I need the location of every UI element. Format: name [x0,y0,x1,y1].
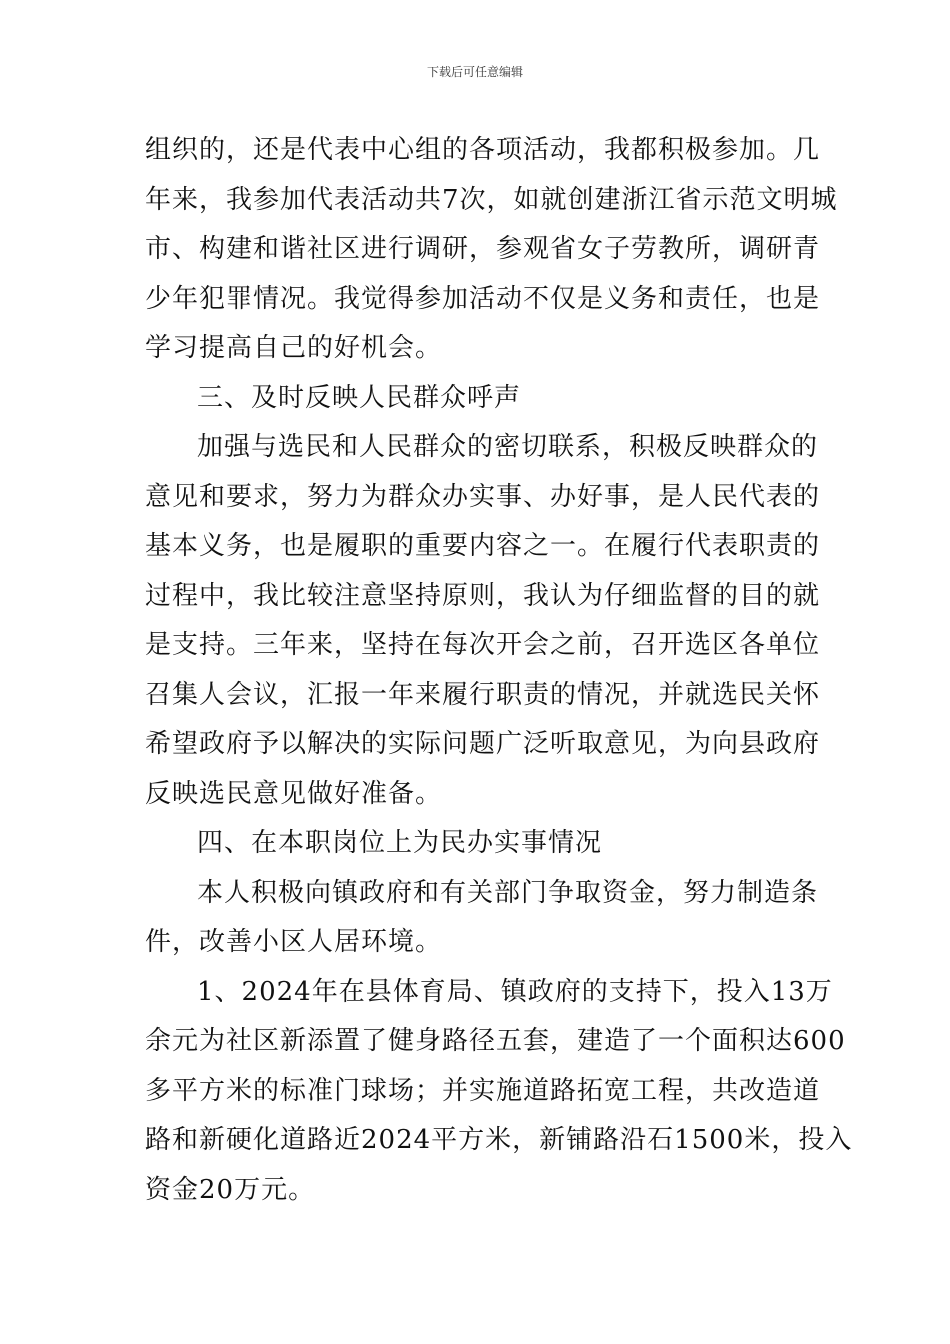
text-line: 多平方米的标准门球场；并实施道路拓宽工程，共改造道 [145,1075,821,1106]
text-line: 资金20万元。 [145,1174,316,1205]
text-line: 件，改善小区人居环境。 [145,927,443,957]
paragraph-first-line: 加强与选民和人民群众的密切联系，积极反映群众的 [197,432,819,462]
text-line: 年来，我参加代表活动共7次，如就创建浙江省示范文明城 [145,184,838,215]
text-line: 组织的，还是代表中心组的各项活动，我都积极参加。几 [145,135,821,165]
text-line: 反映选民意见做好准备。 [145,778,443,809]
section-heading: 四、在本职岗位上为民办实事情况 [197,828,603,858]
text-line: 是支持。三年来，坚持在每次开会之前，召开选区各单位 [145,630,821,660]
paragraph-first-line: 本人积极向镇政府和有关部门争取资金，努力制造条 [197,877,819,908]
text-line: 基本义务，也是履职的重要内容之一。在履行代表职责的 [145,531,821,561]
text-line: 市、构建和谐社区进行调研，参观省女子劳教所，调研青 [145,234,821,264]
text-line: 少年犯罪情况。我觉得参加活动不仅是义务和责任，也是 [145,283,821,314]
document-body [145,126,853,1215]
section-heading: 三、及时反映人民群众呼声 [197,382,522,413]
text-line: 过程中，我比较注意坚持原则，我认为仔细监督的目的就 [145,580,821,611]
text-line: 意见和要求，努力为群众办实事、办好事，是人民代表的 [145,481,821,512]
text-line: 余元为社区新添置了健身路径五套，建造了一个面积达600 [145,1026,846,1056]
text-line: 召集人会议，汇报一年来履行职责的情况，并就选民关怀 [145,679,821,710]
page-header: 下载后可任意编辑 [426,65,523,79]
paragraph-first-line: 1、2024年在县体育局、镇政府的支持下，投入13万 [197,976,833,1007]
text-line: 希望政府予以解决的实际问题广泛听取意见，为向县政府 [145,729,821,759]
text-line: 路和新硬化道路近2024平方米，新铺路沿石1500米，投入 [145,1125,853,1155]
text-line: 学习提高自己的好机会。 [145,333,443,363]
